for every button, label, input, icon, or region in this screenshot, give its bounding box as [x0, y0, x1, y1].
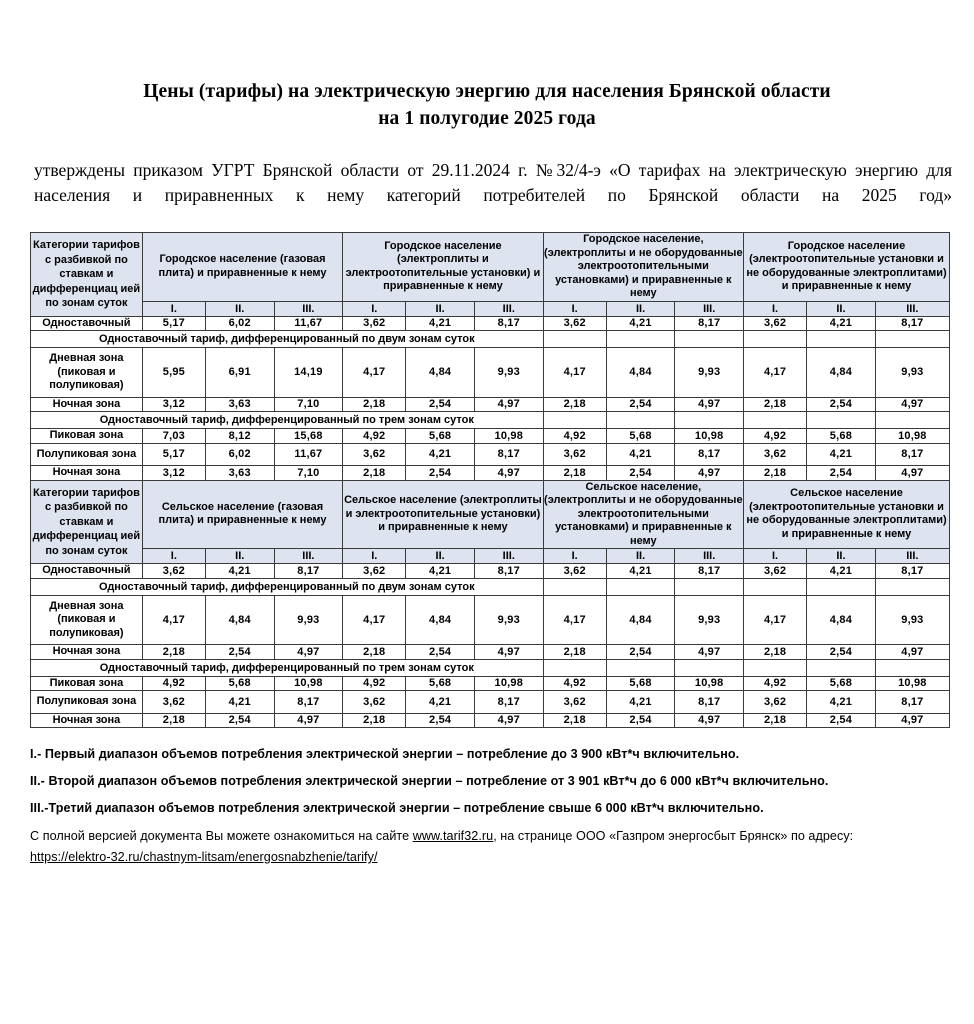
rural-g3-range-2: II.: [606, 549, 675, 564]
category-header-cell: Категории тарифов с разбивкой по ставкам и дифференциац ией по зонам суток: [31, 233, 143, 317]
urban-halfpeak-4: 3,62: [343, 443, 406, 466]
rural-single-10: 3,62: [744, 564, 807, 579]
rural-peak-2: 5,68: [205, 676, 274, 691]
rural-single-7: 3,62: [543, 564, 606, 579]
footnote-source: [30, 827, 950, 846]
rural-night2-2: 2,54: [205, 645, 274, 660]
footnote-source-prefix: С полной версией документа Вы можете ознакомиться на сайте: [30, 829, 413, 843]
rural-g4-range-2: II.: [807, 549, 876, 564]
rural-night3-8: 2,54: [606, 713, 675, 728]
rural-halfpeak-8: 4,21: [606, 691, 675, 714]
urban-single-3: 11,67: [274, 316, 343, 331]
urban-group-4-header: Городское население (электроотопительные установки и не оборудованные электроплитами) и приравненные к нему: [744, 233, 950, 302]
urban-peak-8: 5,68: [606, 429, 675, 444]
rural-group-2-header: Сельское население (электроплиты и электроотопительные установки) и приравненные к нему: [343, 480, 543, 549]
urban-single-4: 3,62: [343, 316, 406, 331]
rural-night3-2: 2,54: [205, 713, 274, 728]
urban-day-1: 5,95: [142, 348, 205, 398]
table-row: [31, 645, 950, 660]
rural-halfpeak-10: 3,62: [744, 691, 807, 714]
spacer-cell: [543, 412, 606, 429]
rural-single-12: 8,17: [875, 564, 949, 579]
footnote-range-2: II.- Второй диапазон объемов потребления электрической энергии – потребление от 3 901 кВт*ч до 6 000 кВт*ч включительно.: [30, 774, 829, 788]
rural-night3-5: 2,54: [406, 713, 475, 728]
rural-g1-range-1: I.: [142, 549, 205, 564]
urban-night2-7: 2,18: [543, 397, 606, 412]
spacer-cell: [807, 331, 876, 348]
row-label-single: Одноставочный: [31, 564, 143, 579]
urban-night2-10: 2,18: [744, 397, 807, 412]
rural-day-6: 9,93: [474, 595, 543, 645]
urban-g1-range-3: III.: [274, 301, 343, 316]
table-row: [31, 466, 950, 481]
urban-group-1-header: Городское население (газовая плита) и приравненные к нему: [142, 233, 342, 302]
rural-peak-5: 5,68: [406, 676, 475, 691]
urban-peak-9: 10,98: [675, 429, 744, 444]
rural-section-three-zones: [31, 659, 950, 676]
table-row: [31, 397, 950, 412]
rural-single-6: 8,17: [474, 564, 543, 579]
urban-single-9: 8,17: [675, 316, 744, 331]
rural-night2-11: 2,54: [807, 645, 876, 660]
urban-halfpeak-11: 4,21: [807, 443, 876, 466]
urban-section-three-zones: [31, 412, 950, 429]
urban-day-9: 9,93: [675, 348, 744, 398]
urban-single-10: 3,62: [744, 316, 807, 331]
urban-night2-8: 2,54: [606, 397, 675, 412]
rural-day-4: 4,17: [343, 595, 406, 645]
urban-peak-5: 5,68: [406, 429, 475, 444]
spacer-cell: [875, 578, 949, 595]
row-label-day: Дневная зона (пиковая и полупиковая): [31, 348, 143, 398]
rural-halfpeak-12: 8,17: [875, 691, 949, 714]
urban-g2-range-2: II.: [406, 301, 475, 316]
urban-night2-4: 2,18: [343, 397, 406, 412]
rural-night3-6: 4,97: [474, 713, 543, 728]
spacer-cell: [675, 578, 744, 595]
spacer-cell: [675, 412, 744, 429]
rural-range-header-row: [31, 549, 950, 564]
urban-day-5: 4,84: [406, 348, 475, 398]
rural-day-11: 4,84: [807, 595, 876, 645]
spacer-cell: [543, 578, 606, 595]
urban-day-8: 4,84: [606, 348, 675, 398]
rural-group-header-row: [31, 480, 950, 549]
urban-halfpeak-9: 8,17: [675, 443, 744, 466]
urban-halfpeak-5: 4,21: [406, 443, 475, 466]
rural-g1-range-2: II.: [205, 549, 274, 564]
rural-night3-9: 4,97: [675, 713, 744, 728]
rural-g3-range-1: I.: [543, 549, 606, 564]
spacer-cell: [875, 412, 949, 429]
table-row: [31, 348, 950, 398]
urban-section-two-zones: [31, 331, 950, 348]
page-title: [56, 78, 918, 132]
rural-night3-7: 2,18: [543, 713, 606, 728]
urban-g1-range-2: II.: [205, 301, 274, 316]
urban-g1-range-1: I.: [142, 301, 205, 316]
row-label-day: Дневная зона (пиковая и полупиковая): [31, 595, 143, 645]
page-title-line1: Цены (тарифы) на электрическую энергию для населения Брянской области: [143, 81, 831, 102]
rural-single-5: 4,21: [406, 564, 475, 579]
urban-peak-2: 8,12: [205, 429, 274, 444]
spacer-cell: [675, 659, 744, 676]
rural-group-3-header: Сельское население, (электроплиты и не оборудованные электроотопительными установками) и приравненные к нему: [544, 480, 743, 547]
footnote-source-middle: , на странице ООО «Газпром энергосбыт Брянск» по адресу:: [493, 829, 854, 843]
urban-group-header-row: [31, 233, 950, 302]
rural-single-9: 8,17: [675, 564, 744, 579]
rural-g2-range-1: I.: [343, 549, 406, 564]
category-header-cell-rural: Категории тарифов с разбивкой по ставкам и дифференциац ией по зонам суток: [31, 480, 143, 564]
rural-single-8: 4,21: [606, 564, 675, 579]
rural-group-4-header: Сельское население (электроотопительные установки и не оборудованные электроплитами) и приравненные к нему: [744, 480, 950, 549]
urban-single-12: 8,17: [875, 316, 949, 331]
urban-halfpeak-1: 5,17: [142, 443, 205, 466]
table-row: [31, 713, 950, 728]
rural-night2-7: 2,18: [543, 645, 606, 660]
rural-peak-6: 10,98: [474, 676, 543, 691]
urban-night3-11: 2,54: [807, 466, 876, 481]
spacer-cell: [875, 659, 949, 676]
urban-night2-2: 3,63: [205, 397, 274, 412]
urban-g4-range-3: III.: [875, 301, 949, 316]
rural-g1-range-3: III.: [274, 549, 343, 564]
urban-single-8: 4,21: [606, 316, 675, 331]
rural-g3-range-3: III.: [675, 549, 744, 564]
rural-night2-10: 2,18: [744, 645, 807, 660]
rural-single-2: 4,21: [205, 564, 274, 579]
spacer-cell: [606, 578, 675, 595]
urban-halfpeak-7: 3,62: [543, 443, 606, 466]
rural-group-1-header: Сельское население (газовая плита) и приравненные к нему: [142, 480, 342, 549]
rural-g4-range-3: III.: [875, 549, 949, 564]
rural-night3-1: 2,18: [142, 713, 205, 728]
table-row: [31, 595, 950, 645]
urban-night2-12: 4,97: [875, 397, 949, 412]
rural-day-2: 4,84: [205, 595, 274, 645]
rural-day-10: 4,17: [744, 595, 807, 645]
urban-halfpeak-2: 6,02: [205, 443, 274, 466]
rural-night3-4: 2,18: [343, 713, 406, 728]
rural-day-8: 4,84: [606, 595, 675, 645]
urban-night3-1: 3,12: [142, 466, 205, 481]
rural-halfpeak-5: 4,21: [406, 691, 475, 714]
urban-peak-3: 15,68: [274, 429, 343, 444]
urban-single-6: 8,17: [474, 316, 543, 331]
urban-halfpeak-6: 8,17: [474, 443, 543, 466]
row-label-halfpeak: Полупиковая зона: [31, 443, 143, 466]
urban-night3-9: 4,97: [675, 466, 744, 481]
rural-night2-3: 4,97: [274, 645, 343, 660]
urban-night3-5: 2,54: [406, 466, 475, 481]
rural-g2-range-2: II.: [406, 549, 475, 564]
rural-halfpeak-6: 8,17: [474, 691, 543, 714]
urban-night2-1: 3,12: [142, 397, 205, 412]
urban-halfpeak-10: 3,62: [744, 443, 807, 466]
row-label-single: Одноставочный: [31, 316, 143, 331]
urban-night3-8: 2,54: [606, 466, 675, 481]
row-label-peak: Пиковая зона: [31, 429, 143, 444]
tariffs-table: [30, 232, 950, 728]
rural-halfpeak-9: 8,17: [675, 691, 744, 714]
rural-halfpeak-11: 4,21: [807, 691, 876, 714]
spacer-cell: [543, 331, 606, 348]
urban-night2-6: 4,97: [474, 397, 543, 412]
footnote-range-3: III.-Третий диапазон объемов потребления электрической энергии – потребление свыше 6 000 кВт*ч включительно.: [30, 801, 764, 815]
urban-night2-11: 2,54: [807, 397, 876, 412]
rural-day-1: 4,17: [142, 595, 205, 645]
spacer-cell: [807, 659, 876, 676]
row-label-halfpeak: Полупиковая зона: [31, 691, 143, 714]
page-title-line2: на 1 полугодие 2025 года: [378, 108, 596, 129]
row-label-night: Ночная зона: [31, 466, 143, 481]
spacer-cell: [744, 659, 807, 676]
urban-g3-range-2: II.: [606, 301, 675, 316]
rural-peak-4: 4,92: [343, 676, 406, 691]
row-label-night: Ночная зона: [31, 713, 143, 728]
urban-day-2: 6,91: [205, 348, 274, 398]
table-row: [31, 564, 950, 579]
urban-night3-2: 3,63: [205, 466, 274, 481]
rural-peak-9: 10,98: [675, 676, 744, 691]
urban-day-7: 4,17: [543, 348, 606, 398]
table-row: [31, 316, 950, 331]
urban-night3-12: 4,97: [875, 466, 949, 481]
urban-halfpeak-8: 4,21: [606, 443, 675, 466]
tarif32-link[interactable]: www.tarif32.ru: [412, 829, 494, 843]
rural-section-two-zones: [31, 578, 950, 595]
rural-night2-12: 4,97: [875, 645, 949, 660]
spacer-cell: [675, 331, 744, 348]
rural-day-5: 4,84: [406, 595, 475, 645]
rural-section-three-zones-label: Одноставочный тариф, дифференцированный по трем зонам суток: [31, 659, 544, 676]
footnote-range-1: I.- Первый диапазон объемов потребления электрической энергии – потребление до 3 900 кВт*ч включительно.: [30, 747, 740, 761]
urban-peak-12: 10,98: [875, 429, 949, 444]
spacer-cell: [606, 659, 675, 676]
rural-single-3: 8,17: [274, 564, 343, 579]
spacer-cell: [744, 331, 807, 348]
rural-peak-1: 4,92: [142, 676, 205, 691]
rural-night2-8: 2,54: [606, 645, 675, 660]
urban-day-12: 9,93: [875, 348, 949, 398]
urban-g4-range-1: I.: [744, 301, 807, 316]
row-label-peak: Пиковая зона: [31, 676, 143, 691]
urban-single-7: 3,62: [543, 316, 606, 331]
urban-g2-range-3: III.: [474, 301, 543, 316]
urban-g2-range-1: I.: [343, 301, 406, 316]
rural-peak-8: 5,68: [606, 676, 675, 691]
rural-halfpeak-2: 4,21: [205, 691, 274, 714]
table-row: [31, 443, 950, 466]
footnote-url-line: [30, 846, 950, 867]
spacer-cell: [606, 412, 675, 429]
spacer-cell: [807, 412, 876, 429]
urban-day-3: 14,19: [274, 348, 343, 398]
urban-single-2: 6,02: [205, 316, 274, 331]
urban-night2-5: 2,54: [406, 397, 475, 412]
urban-group-2-header: Городское население (электроплиты и электроотопительные установки) и приравненные к нему: [343, 233, 543, 302]
urban-g4-range-2: II.: [807, 301, 876, 316]
rural-peak-12: 10,98: [875, 676, 949, 691]
rural-night2-4: 2,18: [343, 645, 406, 660]
rural-halfpeak-4: 3,62: [343, 691, 406, 714]
urban-night2-9: 4,97: [675, 397, 744, 412]
urban-g3-range-3: III.: [675, 301, 744, 316]
urban-group-3-header: Городское население, (электроплиты и не оборудованные электроотопительными установками) и приравненные к нему: [544, 233, 743, 299]
rural-section-two-zones-label: Одноставочный тариф, дифференцированный по двум зонам суток: [31, 578, 544, 595]
urban-single-11: 4,21: [807, 316, 876, 331]
rural-single-4: 3,62: [343, 564, 406, 579]
urban-day-6: 9,93: [474, 348, 543, 398]
urban-halfpeak-12: 8,17: [875, 443, 949, 466]
urban-night3-7: 2,18: [543, 466, 606, 481]
row-label-night: Ночная зона: [31, 397, 143, 412]
urban-peak-7: 4,92: [543, 429, 606, 444]
spacer-cell: [807, 578, 876, 595]
table-row: [31, 691, 950, 714]
urban-night3-4: 2,18: [343, 466, 406, 481]
urban-peak-4: 4,92: [343, 429, 406, 444]
urban-single-1: 5,17: [142, 316, 205, 331]
urban-day-10: 4,17: [744, 348, 807, 398]
rural-single-1: 3,62: [142, 564, 205, 579]
urban-day-11: 4,84: [807, 348, 876, 398]
rural-night3-10: 2,18: [744, 713, 807, 728]
elektro32-tariffs-link[interactable]: https://elektro-32.ru/chastnym-litsam/energosnabzhenie/tarify/: [30, 850, 378, 864]
rural-peak-11: 5,68: [807, 676, 876, 691]
rural-peak-3: 10,98: [274, 676, 343, 691]
rural-day-7: 4,17: [543, 595, 606, 645]
rural-day-3: 9,93: [274, 595, 343, 645]
rural-night2-1: 2,18: [142, 645, 205, 660]
rural-night2-5: 2,54: [406, 645, 475, 660]
rural-night2-9: 4,97: [675, 645, 744, 660]
rural-peak-10: 4,92: [744, 676, 807, 691]
rural-g4-range-1: I.: [744, 549, 807, 564]
rural-single-11: 4,21: [807, 564, 876, 579]
urban-night3-6: 4,97: [474, 466, 543, 481]
spacer-cell: [875, 331, 949, 348]
title-block: [0, 0, 974, 132]
urban-single-5: 4,21: [406, 316, 475, 331]
rural-peak-7: 4,92: [543, 676, 606, 691]
urban-section-three-zones-label: Одноставочный тариф, дифференцированный по трем зонам суток: [31, 412, 544, 429]
spacer-cell: [744, 412, 807, 429]
urban-peak-10: 4,92: [744, 429, 807, 444]
rural-night3-11: 2,54: [807, 713, 876, 728]
urban-day-4: 4,17: [343, 348, 406, 398]
urban-halfpeak-3: 11,67: [274, 443, 343, 466]
rural-g2-range-3: III.: [474, 549, 543, 564]
urban-peak-11: 5,68: [807, 429, 876, 444]
spacer-cell: [543, 659, 606, 676]
intro-paragraph: утверждены приказом УГРТ Брянской области от 29.11.2024 г. №32/4-э «О тарифах на электрическую энергию для населения и приравненных к нему категорий потребителей по Брянской области на 2025 год»: [34, 160, 952, 205]
footnotes-block: [30, 746, 950, 867]
urban-peak-1: 7,03: [142, 429, 205, 444]
urban-g3-range-1: I.: [543, 301, 606, 316]
urban-section-two-zones-label: Одноставочный тариф, дифференцированный по двум зонам суток: [31, 331, 544, 348]
rural-halfpeak-1: 3,62: [142, 691, 205, 714]
urban-range-header-row: [31, 301, 950, 316]
rural-day-12: 9,93: [875, 595, 949, 645]
spacer-cell: [744, 578, 807, 595]
table-row: [31, 676, 950, 691]
urban-night3-3: 7,10: [274, 466, 343, 481]
urban-peak-6: 10,98: [474, 429, 543, 444]
tariffs-table-wrapper: [30, 232, 950, 728]
rural-night2-6: 4,97: [474, 645, 543, 660]
rural-halfpeak-7: 3,62: [543, 691, 606, 714]
rural-halfpeak-3: 8,17: [274, 691, 343, 714]
urban-night3-10: 2,18: [744, 466, 807, 481]
row-label-night: Ночная зона: [31, 645, 143, 660]
rural-night3-3: 4,97: [274, 713, 343, 728]
table-row: [31, 429, 950, 444]
urban-night2-3: 7,10: [274, 397, 343, 412]
spacer-cell: [606, 331, 675, 348]
rural-night3-12: 4,97: [875, 713, 949, 728]
rural-day-9: 9,93: [675, 595, 744, 645]
